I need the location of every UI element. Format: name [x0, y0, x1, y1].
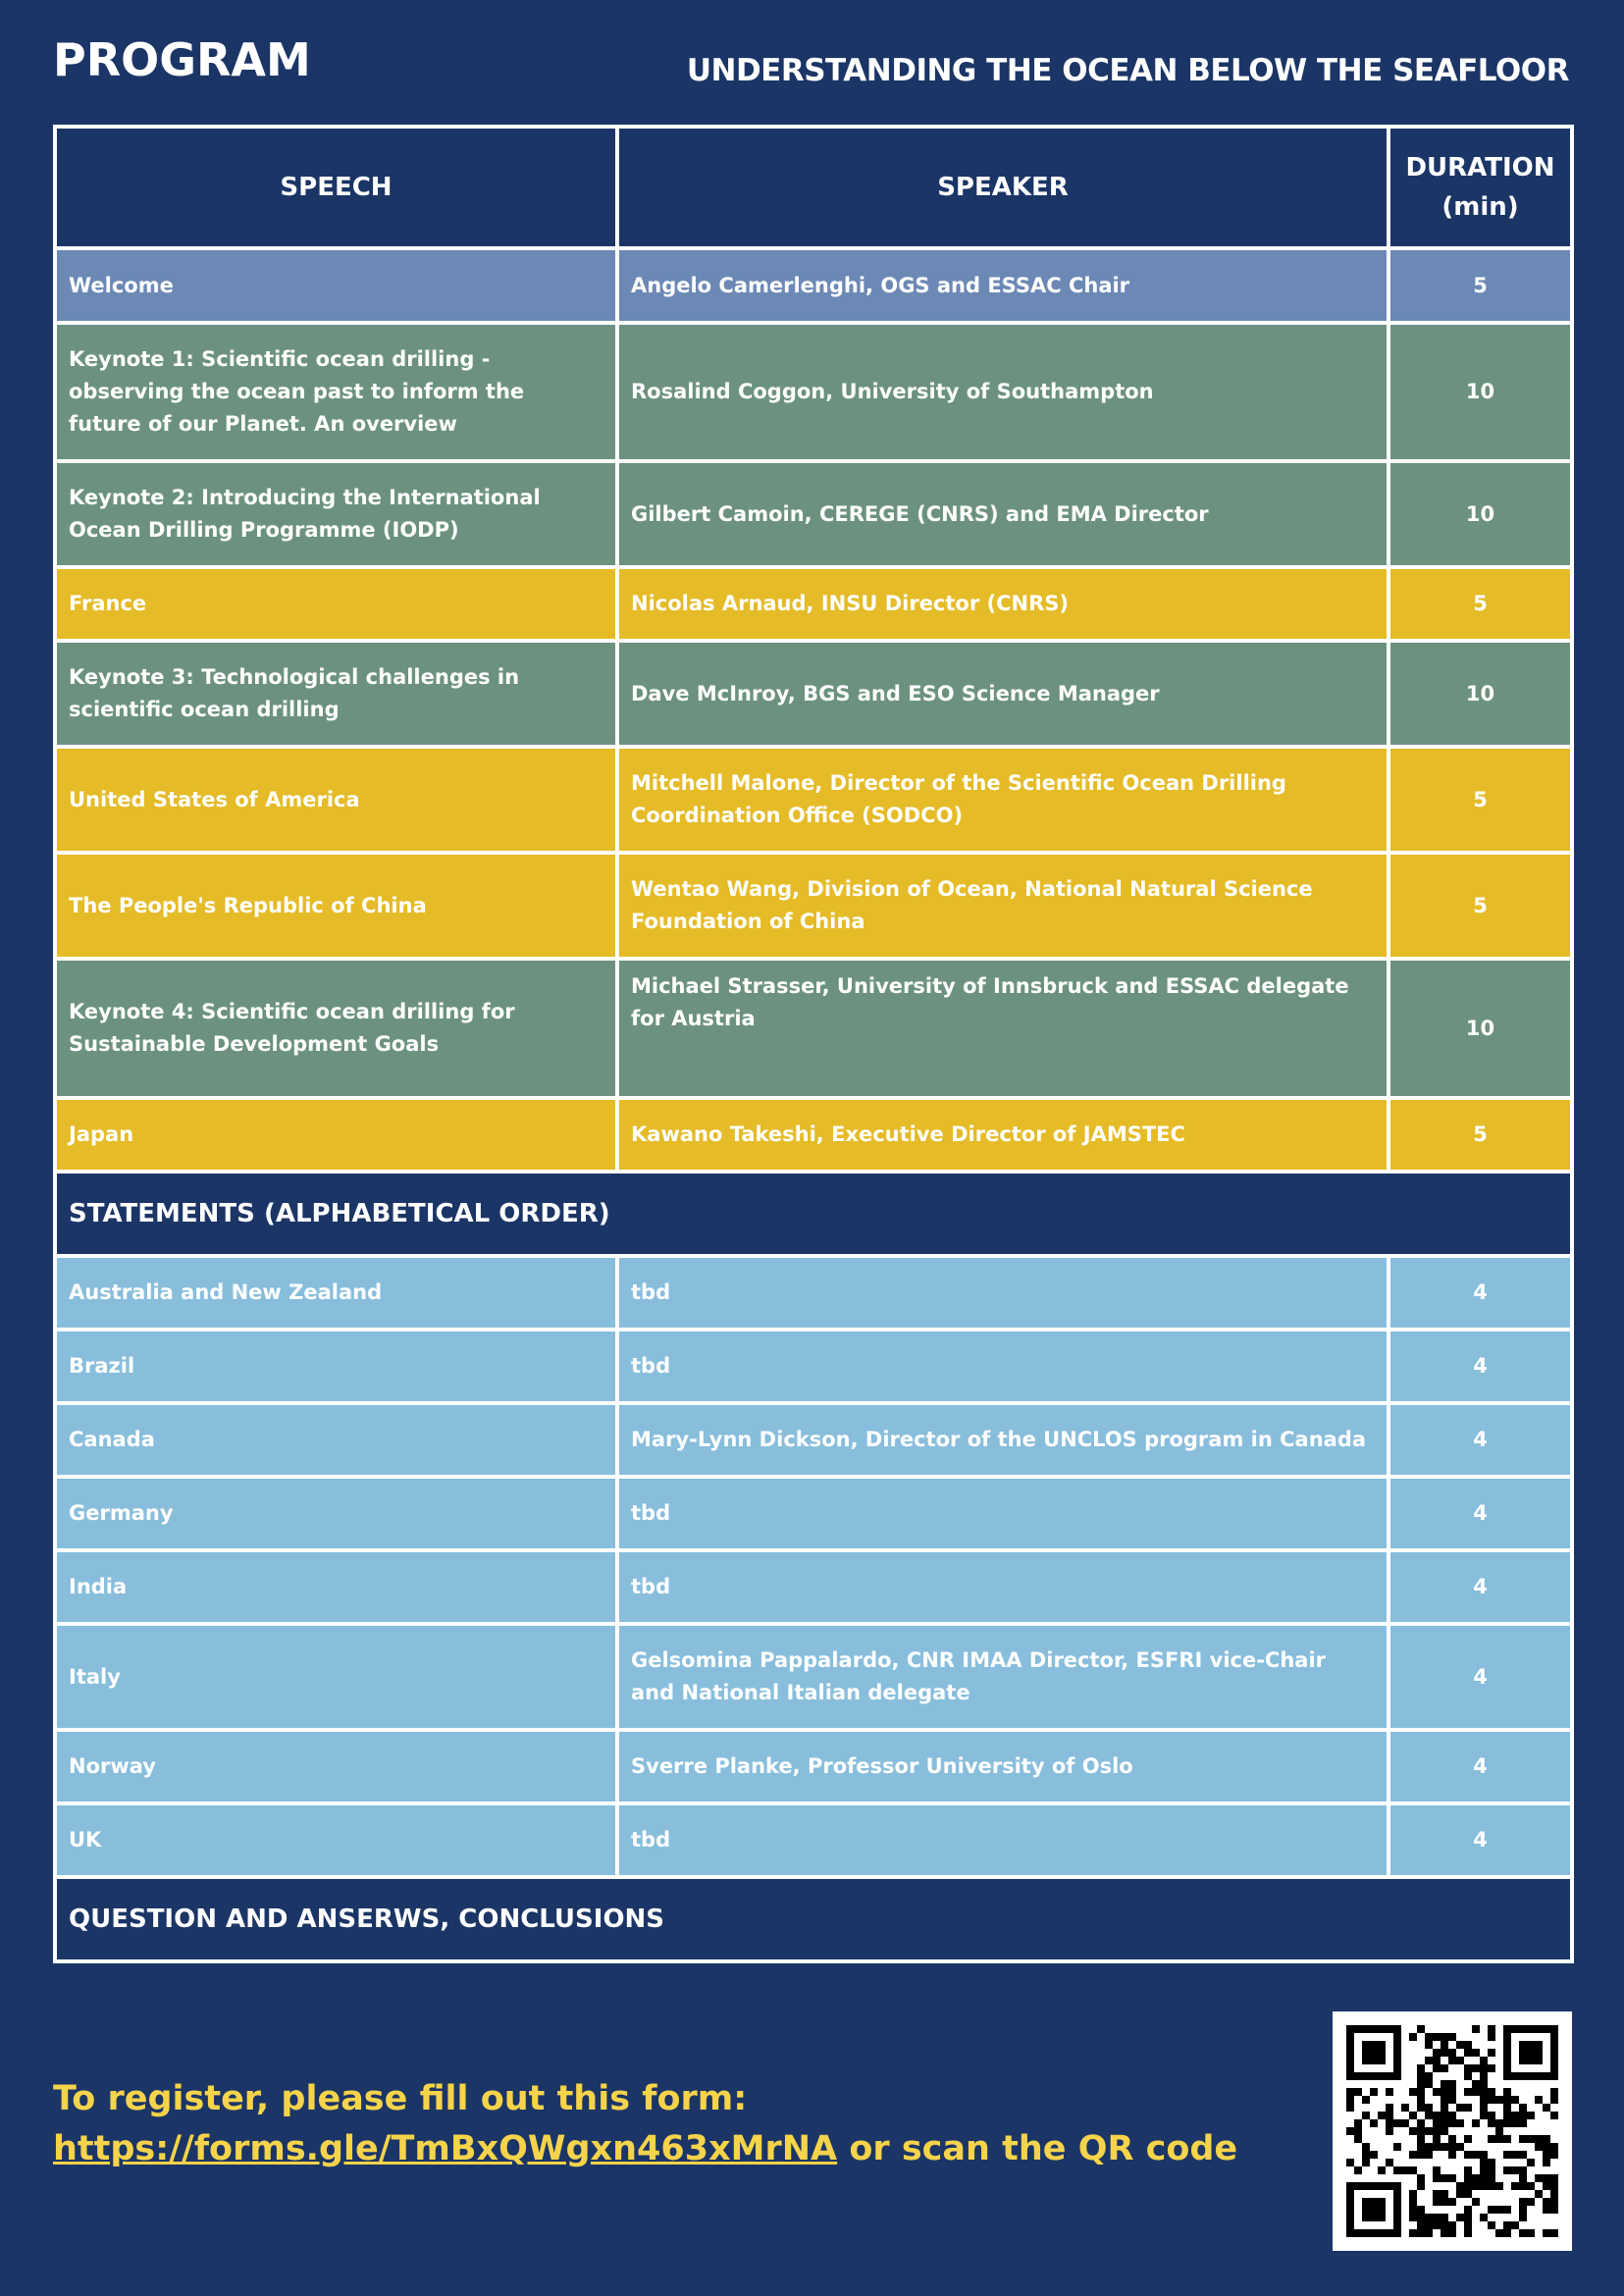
speaker-cell: tbd [617, 1330, 1388, 1403]
table-row [55, 1256, 1572, 1330]
duration-cell: 5 [1388, 1098, 1572, 1172]
program-table [53, 125, 1574, 1963]
statements-heading: STATEMENTS (ALPHABETICAL ORDER) [55, 1172, 1572, 1256]
column-header-duration [1388, 127, 1572, 248]
speech-cell: Keynote 1: Scientific ocean drilling - observing the ocean past to inform the future of our Planet. An overview [55, 323, 617, 461]
qr-code-graphic [1333, 2011, 1572, 2251]
speaker-cell: tbd [617, 1477, 1388, 1550]
section-row-closing [55, 1877, 1572, 1961]
duration-cell: 5 [1388, 747, 1572, 853]
page-subtitle: UNDERSTANDING THE OCEAN BELOW THE SEAFLOOR [686, 53, 1569, 88]
speaker-cell: Angelo Camerlenghi, OGS and ESSAC Chair [617, 248, 1388, 323]
speaker-cell: Mary-Lynn Dickson, Director of the UNCLOS program in Canada [617, 1403, 1388, 1477]
table-row [55, 641, 1572, 747]
register-suffix: or scan the QR code [837, 2129, 1238, 2168]
duration-cell: 4 [1388, 1730, 1572, 1803]
duration-cell: 4 [1388, 1624, 1572, 1730]
register-form-link[interactable]: https://forms.gle/TmBxQWgxn463xMrNA [53, 2129, 838, 2168]
duration-cell: 4 [1388, 1403, 1572, 1477]
table-row [55, 853, 1572, 959]
table-header-row [55, 127, 1572, 248]
duration-cell: 10 [1388, 461, 1572, 567]
speaker-cell: Rosalind Coggon, University of Southampton [617, 323, 1388, 461]
section-row-statements [55, 1172, 1572, 1256]
duration-header-line1: DURATION [1405, 153, 1555, 183]
speaker-cell: Mitchell Malone, Director of the Scientific Ocean Drilling Coordination Office (SODCO) [617, 747, 1388, 853]
column-header-speech: SPEECH [55, 127, 617, 248]
table-row [55, 323, 1572, 461]
column-header-speaker: SPEAKER [617, 127, 1388, 248]
speaker-cell: Wentao Wang, Division of Ocean, National Natural Science Foundation of China [617, 853, 1388, 959]
speaker-cell: Gilbert Camoin, CEREGE (CNRS) and EMA Director [617, 461, 1388, 567]
speaker-cell: Sverre Planke, Professor University of Oslo [617, 1730, 1388, 1803]
table-row [55, 1477, 1572, 1550]
register-instruction: To register, please fill out this form: [53, 2079, 748, 2118]
speech-cell: Welcome [55, 248, 617, 323]
table-row [55, 959, 1572, 1098]
duration-cell: 10 [1388, 641, 1572, 747]
table-row [55, 461, 1572, 567]
speech-cell: The People's Republic of China [55, 853, 617, 959]
speaker-cell: Kawano Takeshi, Executive Director of JAMSTEC [617, 1098, 1388, 1172]
table-row [55, 248, 1572, 323]
duration-header-line2: (min) [1441, 192, 1519, 222]
speaker-cell: tbd [617, 1803, 1388, 1877]
speech-cell: France [55, 567, 617, 641]
table-row [55, 1330, 1572, 1403]
duration-cell: 5 [1388, 248, 1572, 323]
speaker-cell: Nicolas Arnaud, INSU Director (CNRS) [617, 567, 1388, 641]
speaker-cell: tbd [617, 1550, 1388, 1624]
speech-cell: India [55, 1550, 617, 1624]
speech-cell: Norway [55, 1730, 617, 1803]
duration-cell: 4 [1388, 1550, 1572, 1624]
speech-cell: Germany [55, 1477, 617, 1550]
table-row [55, 1550, 1572, 1624]
speaker-cell: Gelsomina Pappalardo, CNR IMAA Director, ESFRI vice-Chair and National Italian delegate [617, 1624, 1388, 1730]
speech-cell: United States of America [55, 747, 617, 853]
speech-cell: UK [55, 1803, 617, 1877]
duration-cell: 4 [1388, 1330, 1572, 1403]
speaker-cell: Michael Strasser, University of Innsbruck and ESSAC delegate for Austria [617, 959, 1388, 1098]
table-row [55, 1730, 1572, 1803]
duration-cell: 4 [1388, 1477, 1572, 1550]
qr-code-icon[interactable] [1333, 2011, 1572, 2251]
table-row [55, 747, 1572, 853]
duration-cell: 5 [1388, 567, 1572, 641]
table-row [55, 567, 1572, 641]
duration-cell: 4 [1388, 1803, 1572, 1877]
register-note [53, 2074, 1237, 2174]
speech-cell: Japan [55, 1098, 617, 1172]
table-row [55, 1803, 1572, 1877]
speech-cell: Keynote 4: Scientific ocean drilling for Sustainable Development Goals [55, 959, 617, 1098]
speech-cell: Keynote 2: Introducing the International Ocean Drilling Programme (IODP) [55, 461, 617, 567]
table-row [55, 1624, 1572, 1730]
duration-cell: 10 [1388, 959, 1572, 1098]
table-row [55, 1403, 1572, 1477]
duration-cell: 5 [1388, 853, 1572, 959]
speaker-cell: tbd [617, 1256, 1388, 1330]
speech-cell: Italy [55, 1624, 617, 1730]
speaker-cell: Dave McInroy, BGS and ESO Science Manager [617, 641, 1388, 747]
page-title: PROGRAM [53, 33, 311, 86]
duration-cell: 10 [1388, 323, 1572, 461]
duration-cell: 4 [1388, 1256, 1572, 1330]
speech-cell: Canada [55, 1403, 617, 1477]
table-row [55, 1098, 1572, 1172]
closing-heading: QUESTION AND ANSERWS, CONCLUSIONS [55, 1877, 1572, 1961]
speech-cell: Brazil [55, 1330, 617, 1403]
speech-cell: Australia and New Zealand [55, 1256, 617, 1330]
speech-cell: Keynote 3: Technological challenges in scientific ocean drilling [55, 641, 617, 747]
